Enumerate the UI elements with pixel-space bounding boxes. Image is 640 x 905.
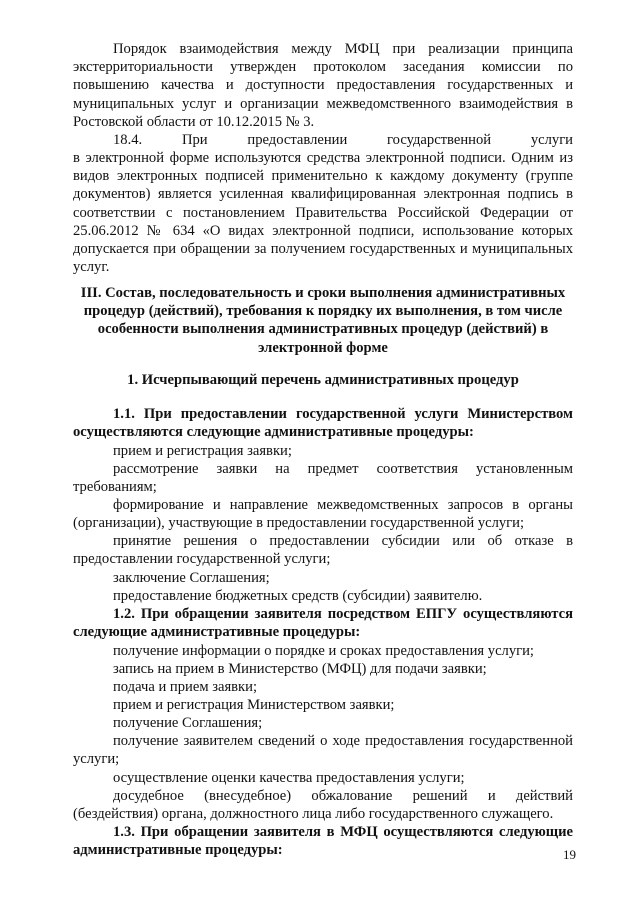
clause-1-2-heading: 1.2. При обращении заявителя посредством ЕПГУ осуществляются следующие административные процедуры:	[73, 606, 573, 641]
list-item: подача и прием заявки;	[113, 679, 258, 695]
section-heading: III. Состав, последовательность и сроки выполнения административных процедур (действий), требования к порядку их выполнения, в том числе особенности выполнения административных процедур (действий) в электронной форме	[80, 285, 566, 356]
list-item: получение информации о порядке и сроках предоставления услуги;	[113, 643, 534, 659]
list-item: рассмотрение заявки на предмет соответствия установленным требованиям;	[73, 461, 573, 496]
paragraph-extraterritoriality: Порядок взаимодействия между МФЦ при реализации принципа экстерриториальности утвержден протоколом заседания комиссии по повышению качества и доступности предоставления государственных и муниципальных услуг и организации межведомственного взаимодействия в Ростовской области от 10.12.2015 № 3.	[73, 41, 573, 130]
list-item: принятие решения о предоставлении субсидии или об отказе в предоставлении государственной услуги;	[73, 533, 573, 568]
paragraph-18-4-body: в электронной форме используются средства электронной подписи. Одним из видов электронных подписей применительно к каждому документу (группе документов) является усиленная квалифицированная электронная подпись в соответствии с постановлением Правительства Российской Федерации от 25.06.2012 № 634 «О видах электронной подписи, использование которых допускается при обращении за получением государственных и муниципальных услуг.	[73, 150, 573, 276]
list-item: получение заявителем сведений о ходе предоставления государственной услуги;	[73, 733, 573, 768]
subsection-heading: 1. Исчерпывающий перечень административных процедур	[127, 372, 519, 388]
list-item: запись на прием в Министерство (МФЦ) для подачи заявки;	[113, 661, 487, 677]
list-item: прием и регистрация Министерством заявки;	[113, 697, 395, 713]
list-item: заключение Соглашения;	[113, 570, 270, 586]
page-number: 19	[563, 847, 576, 862]
clause-1-1-heading: 1.1. При предоставлении государственной услуги Министерством осуществляются следующие административные процедуры:	[73, 406, 573, 441]
list-item: предоставление бюджетных средств (субсидии) заявителю.	[113, 588, 483, 604]
list-item: формирование и направление межведомственных запросов в органы (организации), участвующие в предоставлении государственной услуги;	[73, 497, 573, 532]
list-item: получение Соглашения;	[113, 715, 263, 731]
list-item: досудебное (внесудебное) обжалование решений и действий (бездействия) органа, должностного лица либо государственного служащего.	[73, 788, 573, 823]
clause-1-3-heading: 1.3. При обращении заявителя в МФЦ осуществляются следующие административные процедуры:	[73, 824, 573, 859]
list-item: осуществление оценки качества предоставления услуги;	[113, 770, 465, 786]
paragraph-18-4-first-line: 18.4. При предоставлении государственной услуги	[113, 132, 573, 148]
list-item: прием и регистрация заявки;	[113, 443, 292, 459]
